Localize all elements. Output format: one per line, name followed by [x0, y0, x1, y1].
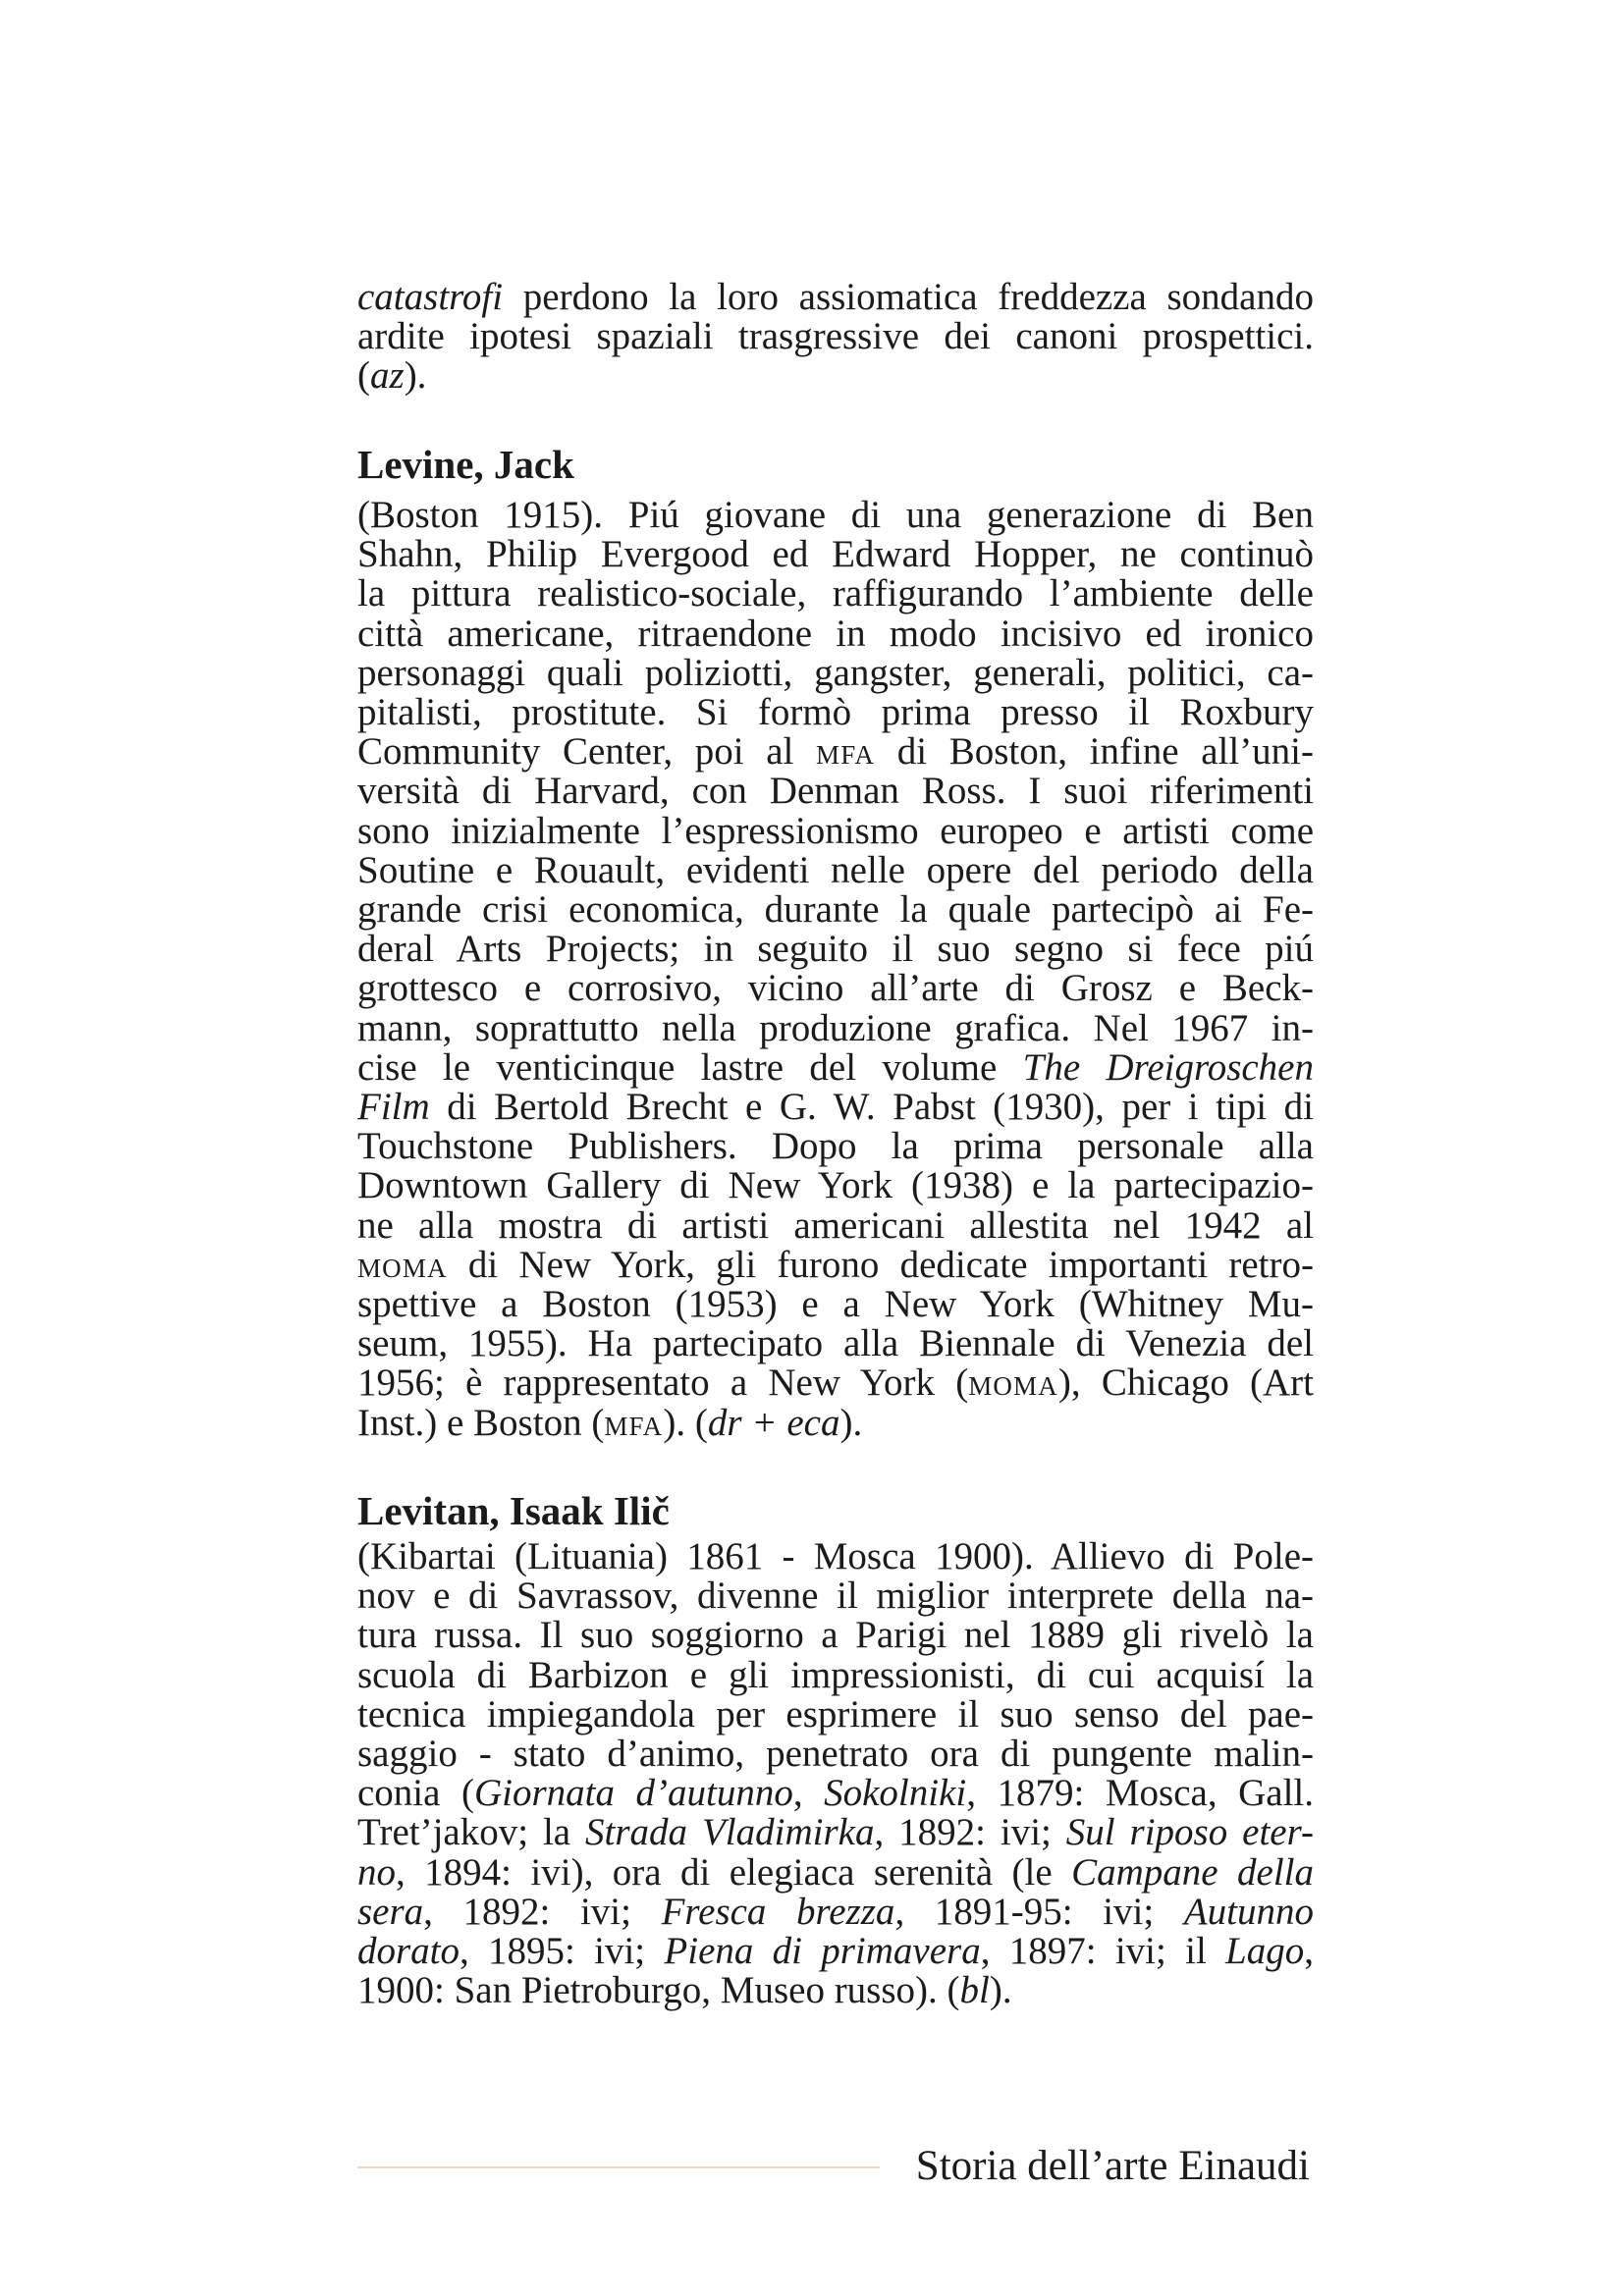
text-run: personaggi quali poliziotti, gangster, generali, politici, ca- [357, 651, 1314, 694]
text-run: , 1894: ivi), ora di elegiaca serenità (le [396, 1850, 1072, 1894]
italic-text: bl [959, 1969, 990, 2012]
small-caps-abbreviation: mfa [604, 1401, 664, 1444]
text-line [357, 356, 1314, 396]
text-run: cise le venticinque lastre del volume [357, 1045, 1023, 1089]
italic-text: no [357, 1850, 396, 1894]
footer-rule [357, 2166, 880, 2168]
italic-text: catastrofi [357, 276, 504, 318]
text-line [357, 1774, 1314, 1813]
text-line [357, 890, 1314, 930]
text-line [357, 1653, 1314, 1696]
text-run: grottesco e corrosivo, vicino all’arte di Grosz e Beck- [357, 967, 1314, 1010]
text-line [357, 1971, 1314, 2010]
text-run: (Kibartai (Lituania) 1861 - Mosca 1900). Allievo di Pole- [357, 1535, 1314, 1577]
text-run: nov e di Savrassov, divenne il miglior interprete della na- [357, 1575, 1314, 1618]
text-run: Soutine e Rouault, evidenti nelle opere del periodo della [357, 848, 1314, 891]
text-run: ( [357, 354, 370, 398]
text-line [357, 535, 1314, 574]
text-line [357, 1616, 1314, 1655]
text-line [357, 496, 1314, 535]
text-run: , 1892: ivi; [423, 1890, 662, 1933]
text-line [357, 693, 1314, 732]
italic-text: Campane della [1071, 1850, 1314, 1894]
text-run: , 1897: ivi; il [980, 1930, 1226, 1973]
text-run: 1900: San Pietroburgo, Museo russo). ( [357, 1969, 960, 2012]
text-line [357, 1890, 1314, 1933]
text-run: di New York, gli furono dedicate importanti retro- [447, 1243, 1314, 1286]
footer-title: Storia dell’arte Einaudi [915, 2143, 1310, 2189]
italic-text: dr + eca [707, 1401, 840, 1444]
italic-text: az [370, 354, 405, 398]
small-caps-abbreviation: moma [968, 1362, 1058, 1405]
text-run: Community Center, poi al [357, 730, 817, 774]
italic-text: Lago [1225, 1930, 1305, 1973]
text-run: grande crisi economica, durante la quale partecipò ai Fe- [357, 888, 1314, 932]
text-line [357, 809, 1314, 852]
text-run: , 1879: Mosca, Gall. [966, 1772, 1314, 1815]
text-line [357, 317, 1314, 356]
italic-text: dorato [357, 1930, 460, 1973]
text-run: (Boston 1915). Piú giovane di una generazione di Ben [357, 494, 1314, 536]
text-line [357, 848, 1314, 891]
text-run: , 1891-95: ivi; [894, 1890, 1184, 1933]
entry-heading-levine: Levine, Jack [357, 442, 574, 487]
text-run: sono inizialmente l’espressionismo europeo e artisti come [357, 809, 1314, 852]
text-run: deral Arts Projects; in seguito il suo segno si fece piú [357, 928, 1314, 971]
italic-text: Giornata d’autunno [473, 1772, 793, 1815]
text-run: la pittura realistico-sociale, raffigurando l’ambiente delle [357, 572, 1314, 615]
text-run: ). ( [663, 1401, 708, 1444]
text-run: tura russa. Il suo soggiorno a Parigi nel 1889 gli rivelò la [357, 1614, 1314, 1657]
text-line [357, 1813, 1314, 1852]
text-line [357, 1537, 1314, 1576]
text-line [357, 1932, 1314, 1971]
text-run: Inst.) e Boston ( [357, 1401, 605, 1444]
text-line [357, 969, 1314, 1008]
text-line [357, 1088, 1314, 1127]
text-line [357, 732, 1314, 772]
text-run: , [792, 1772, 825, 1815]
text-run: scuola di Barbizon e gli impressionisti, di cui acquisí la [357, 1653, 1314, 1696]
small-caps-abbreviation: mfa [816, 730, 876, 774]
italic-text: Sokolniki [824, 1772, 967, 1815]
text-run: di Bertold Brecht e G. W. Pabst (1930), per i tipi di [429, 1086, 1314, 1129]
italic-text: Autunno [1183, 1890, 1314, 1933]
entry-body-levine [357, 496, 1314, 1443]
text-line [357, 1363, 1314, 1403]
text-line [357, 574, 1314, 614]
text-run: di Boston, infine all’uni- [875, 730, 1315, 774]
text-run: ). [989, 1969, 1012, 2012]
text-run: , [1304, 1930, 1314, 1973]
text-run: , 1892: ivi; [874, 1811, 1066, 1854]
text-run: versità di Harvard, con Denman Ross. I suoi riferimenti [357, 770, 1314, 813]
text-run: Touchstone Publishers. Dopo la prima personale alla [357, 1125, 1314, 1168]
text-run: , 1895: ivi; [460, 1930, 665, 1973]
text-line [357, 1006, 1314, 1049]
italic-text: Fresca brezza [661, 1890, 895, 1933]
continuation-paragraph [357, 278, 1314, 397]
text-run: ardite ipotesi spaziali trasgressive dei canoni prospettici. [357, 315, 1314, 358]
text-run: tecnica impiegandola per esprimere il suo senso del pae- [357, 1692, 1314, 1735]
text-line [357, 1166, 1314, 1205]
text-line [357, 1127, 1314, 1166]
text-run: Tret’jakov; la [357, 1811, 586, 1854]
text-line [357, 1576, 1314, 1616]
text-run: conia ( [357, 1772, 474, 1815]
text-run: ne alla mostra di artisti americani allestita nel 1942 al [357, 1203, 1314, 1247]
italic-text: Film [357, 1086, 430, 1129]
entry-heading-levitan: Levitan, Isaak Ilič [357, 1488, 670, 1533]
text-line [357, 772, 1314, 811]
text-line [357, 1735, 1314, 1774]
text-run: Downtown Gallery di New York (1938) e la partecipazio- [357, 1164, 1314, 1207]
small-caps-abbreviation: moma [357, 1243, 448, 1286]
text-run: ), Chicago (Art [1057, 1362, 1315, 1405]
text-run: seum, 1955). Ha partecipato alla Biennale di Venezia del [357, 1322, 1314, 1365]
text-line [357, 651, 1314, 694]
text-run: ). [839, 1401, 863, 1444]
text-run: perdono la loro assiomatica freddezza sondando [503, 276, 1314, 318]
text-line [357, 614, 1314, 654]
italic-text: Sul riposo eter- [1065, 1811, 1314, 1854]
text-line [357, 278, 1314, 317]
italic-text: sera [357, 1890, 424, 1933]
text-line [357, 1401, 1314, 1444]
text-line [357, 1324, 1314, 1363]
text-line [357, 1243, 1314, 1286]
italic-text: Strada Vladimirka [585, 1811, 875, 1854]
text-run: spettive a Boston (1953) e a New York (Whitney Mu- [357, 1283, 1314, 1326]
text-run: città americane, ritraendone in modo incisivo ed ironico [357, 612, 1314, 655]
text-line [357, 1203, 1314, 1247]
text-line [357, 1285, 1314, 1324]
text-run: ). [404, 354, 427, 398]
entry-body-levitan [357, 1537, 1314, 2010]
text-run: saggio - stato d’animo, penetrato ora di pungente malin- [357, 1733, 1314, 1776]
text-line [357, 1045, 1314, 1089]
text-run: Shahn, Philip Evergood ed Edward Hopper, ne continuò [357, 533, 1314, 576]
text-run: 1956; è rappresentato a New York ( [357, 1362, 969, 1405]
text-line [357, 930, 1314, 969]
italic-text: Piena di primavera [664, 1930, 981, 1973]
italic-text: The Dreigroschen [1022, 1045, 1314, 1089]
text-line [357, 1850, 1314, 1894]
text-line [357, 1692, 1314, 1735]
text-run: mann, soprattutto nella produzione grafica. Nel 1967 in- [357, 1006, 1314, 1049]
text-run: pitalisti, prostitute. Si formò prima presso il Roxbury [357, 691, 1314, 734]
